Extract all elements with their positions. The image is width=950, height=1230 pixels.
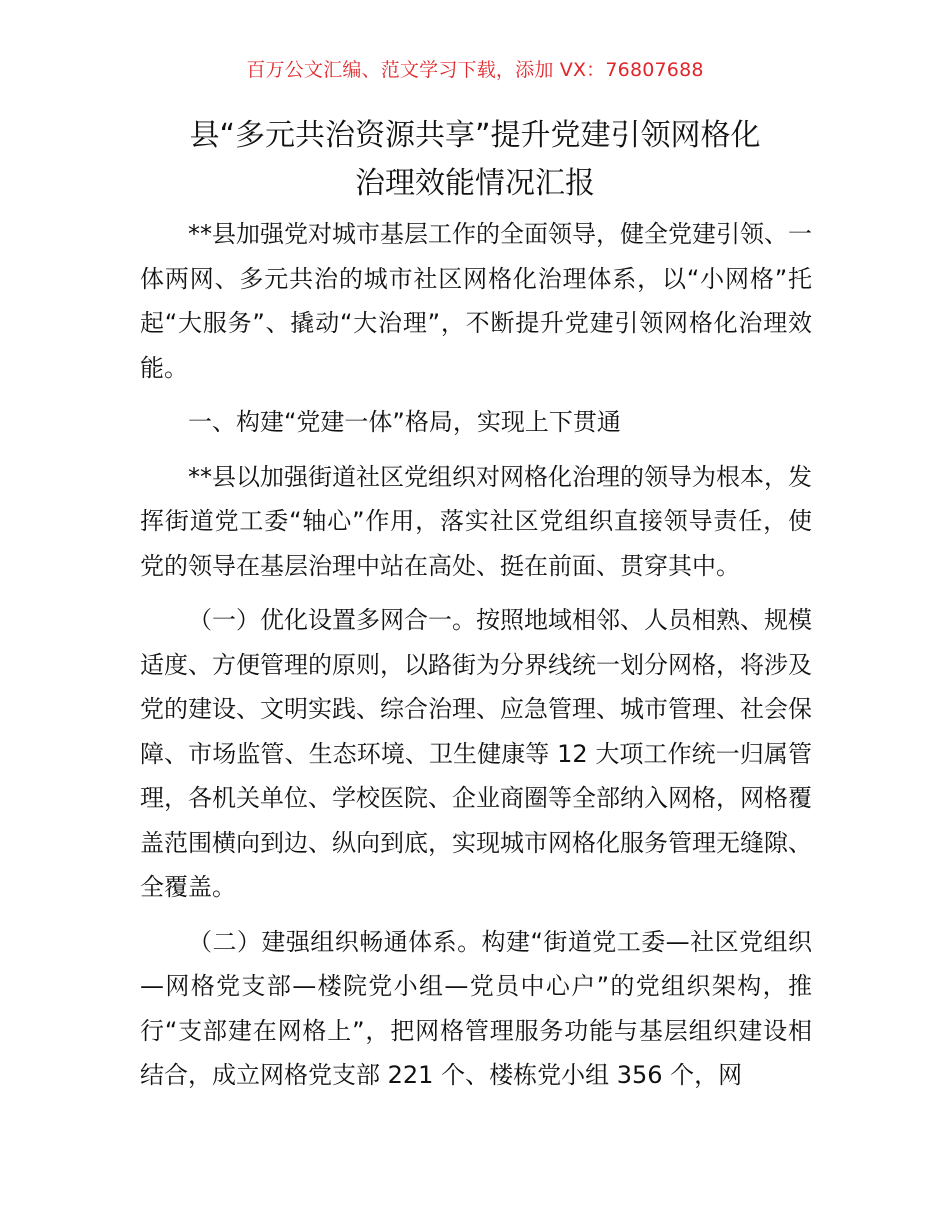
paragraph-subsection-1: （一）优化设置多网合一。按照地域相邻、人员相熟、规模适度、方便管理的原则，以路街为分界线统一划分网格，将涉及党的建设、文明实践、综合治理、应急管理、城市管理、社会保障、市场监管、生态环境、卫生健康等 12 大项工作统一归属管理，各机关单位、学校医院、企业商圈等全部纳入网格，网格覆盖范围横向到边、纵向到底，实现城市网格化服务管理无缝隙、全覆盖。 xyxy=(140,606,812,901)
watermark-banner: 百万公文汇编、范文学习下载，添加 VX：76807688 xyxy=(246,59,704,81)
section-heading-1: 一、构建“党建一体”格局，实现上下贯通 xyxy=(188,408,621,436)
paragraph-intro: **县加强党对城市基层工作的全面领导，健全党建引领、一体两网、多元共治的城市社区网格化治理体系，以“小网格”托起“大服务”、撬动“大治理”，不断提升党建引领网格化治理效能。 xyxy=(140,220,812,382)
paragraph-section-1: **县以加强街道社区党组织对网格化治理的领导为根本，发挥街道党工委“轴心”作用，落实社区党组织直接领导责任，使党的领导在基层治理中站在高处、挺在前面、贯穿其中。 xyxy=(140,462,812,580)
paragraph-subsection-2: （二）建强组织畅通体系。构建“街道党工委—社区党组织—网格党支部—楼院党小组—党员中心户”的党组织架构，推行“支部建在网格上”，把网格管理服务功能与基层组织建设相结合，成立网格党支部 221 个、楼栋党小组 356 个，网 xyxy=(140,927,812,1089)
document-title-line-2: 治理效能情况汇报 xyxy=(355,166,595,201)
document-title xyxy=(100,112,850,208)
document-body xyxy=(140,212,812,1108)
document-title-line-1: 县“多元共治资源共享”提升党建引领网格化 xyxy=(189,118,761,153)
